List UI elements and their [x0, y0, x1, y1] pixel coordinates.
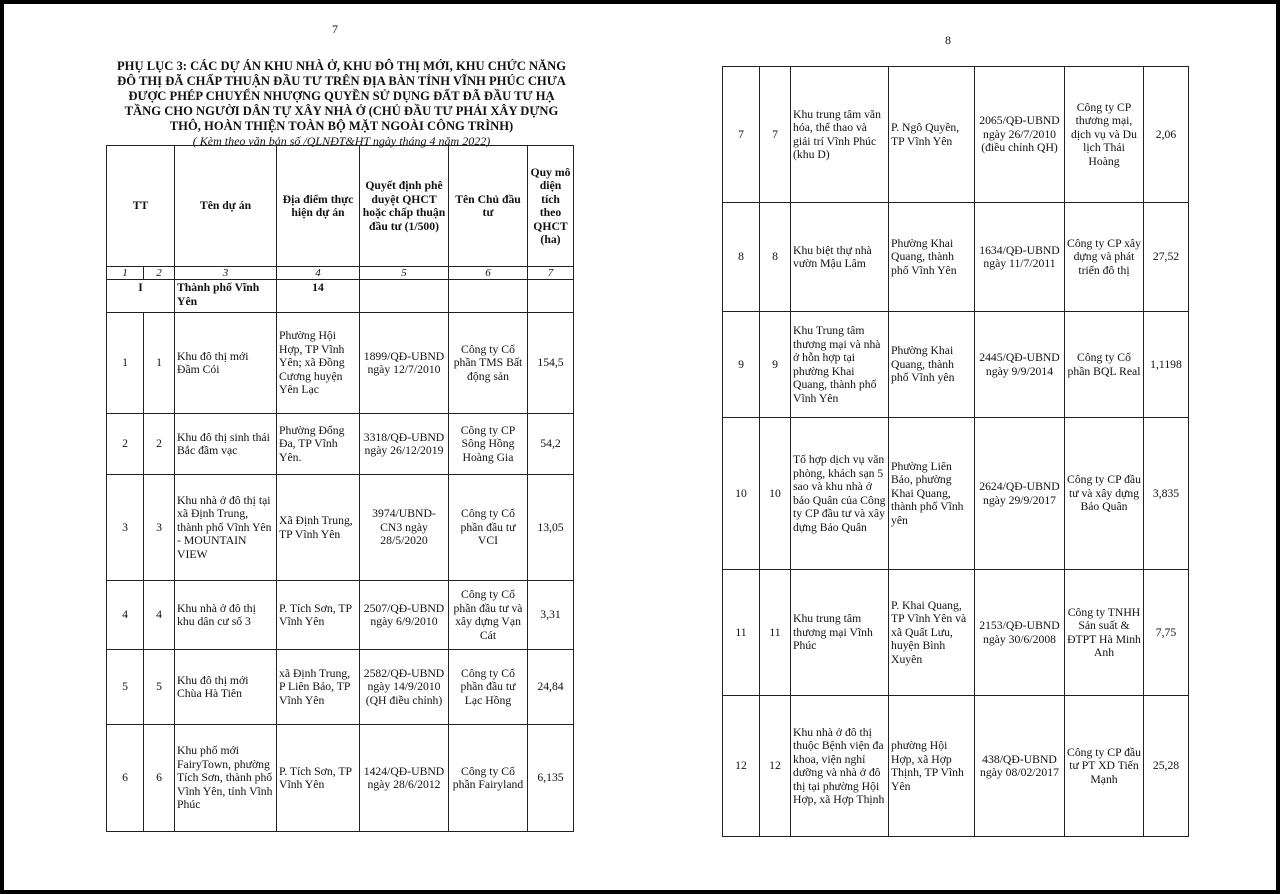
row-investor: Công ty Cổ phần đầu tư và xây dựng Vạn Cát: [449, 581, 528, 650]
col-index: 3: [175, 267, 277, 280]
row-tt: 4: [107, 581, 144, 650]
heading-line: THÔ, HOÀN THIỆN TOÀN BỘ MẶT NGOÀI CÔNG TRÌNH): [169, 119, 514, 133]
group-count: 14: [277, 280, 360, 313]
table-row: [107, 414, 574, 475]
row-tt: 2: [107, 414, 144, 475]
row-project-name: Khu nhà ở đô thị khu dân cư số 3: [175, 581, 277, 650]
row-tt: 1: [107, 313, 144, 414]
column-index-row: [107, 267, 574, 280]
row-tt: 9: [723, 312, 760, 418]
row-investor: Công ty Cổ phần BQL Real: [1065, 312, 1144, 418]
row-tt-sub: 12: [760, 696, 791, 837]
row-decision: 2445/QĐ-UBND ngày 9/9/2014: [975, 312, 1065, 418]
row-investor: Công ty Cổ phần Fairyland: [449, 725, 528, 832]
projects-table: [106, 145, 574, 832]
row-tt: 12: [723, 696, 760, 837]
row-project-name: Khu trung tâm thương mại Vĩnh Phúc: [791, 570, 889, 696]
header-location: Địa điểm thực hiện dự án: [277, 146, 360, 267]
page-number: 7: [332, 22, 338, 36]
row-area: 27,52: [1144, 203, 1189, 312]
group-row: [107, 280, 574, 313]
col-index: 1: [107, 267, 144, 280]
header-decision: Quyết định phê duyệt QHCT hoặc chấp thuận đầu tư (1/500): [360, 146, 449, 267]
row-tt-sub: 11: [760, 570, 791, 696]
table-row: [723, 67, 1189, 203]
row-area: 2,06: [1144, 67, 1189, 203]
row-tt-sub: 6: [144, 725, 175, 832]
appendix-heading: [104, 59, 579, 148]
row-decision: 1424/QĐ-UBND ngày 28/6/2012: [360, 725, 449, 832]
row-tt-sub: 3: [144, 475, 175, 581]
row-location: Phường Liên Bảo, phường Khai Quang, thành phố Vĩnh yên: [889, 418, 975, 570]
heading-line: ĐÔ THỊ ĐÃ CHẤP THUẬN ĐẦU TƯ TRÊN ĐỊA BÀN TỈNH VĨNH PHÚC CHƯA: [117, 74, 566, 88]
row-decision: 1634/QĐ-UBND ngày 11/7/2011: [975, 203, 1065, 312]
table-row: [107, 650, 574, 725]
group-name: Thành phố Vĩnh Yên: [175, 280, 277, 313]
row-area: 25,28: [1144, 696, 1189, 837]
row-area: 13,05: [528, 475, 574, 581]
row-location: P. Tích Sơn, TP Vĩnh Yên: [277, 581, 360, 650]
row-tt-sub: 1: [144, 313, 175, 414]
document-reference: ( Kèm theo văn bản số /QLNĐT&HT ngày tháng 4 năm 2022): [192, 134, 491, 148]
row-decision: 3318/QĐ-UBND ngày 26/12/2019: [360, 414, 449, 475]
col-index: 5: [360, 267, 449, 280]
row-investor: Công ty Cổ phần TMS Bất động sản: [449, 313, 528, 414]
col-index: 2: [144, 267, 175, 280]
row-area: 6,135: [528, 725, 574, 832]
projects-table-continued: [722, 66, 1189, 837]
row-area: 7,75: [1144, 570, 1189, 696]
table-row: [107, 725, 574, 832]
row-location: Phường Đống Đa, TP Vĩnh Yên.: [277, 414, 360, 475]
table-row: [723, 570, 1189, 696]
row-tt-sub: 10: [760, 418, 791, 570]
row-investor: Công ty TNHH Sản suất & ĐTPT Hà Minh Anh: [1065, 570, 1144, 696]
row-location: xã Định Trung, P Liên Bảo, TP Vĩnh Yên: [277, 650, 360, 725]
row-location: Xã Định Trung, TP Vĩnh Yên: [277, 475, 360, 581]
row-project-name: Tổ hợp dịch vụ văn phòng, khách sạn 5 sao và khu nhà ở bảo Quân của Công ty CP đầu tư và xây dựng Bảo Quân: [791, 418, 889, 570]
row-tt-sub: 5: [144, 650, 175, 725]
row-tt-sub: 9: [760, 312, 791, 418]
row-tt-sub: 2: [144, 414, 175, 475]
row-location: Phường Khai Quang, thành phố Vĩnh Yên: [889, 203, 975, 312]
table-row: [723, 696, 1189, 837]
table-row: [723, 312, 1189, 418]
row-tt: 3: [107, 475, 144, 581]
col-index: 6: [449, 267, 528, 280]
row-project-name: Khu trung tâm văn hóa, thể thao và giải trí Vĩnh Phúc (khu D): [791, 67, 889, 203]
row-decision: 2065/QĐ-UBND ngày 26/7/2010 (điều chỉnh QH): [975, 67, 1065, 203]
row-investor: Công ty Cổ phần đầu tư Lạc Hồng: [449, 650, 528, 725]
row-investor: Công ty CP xây dựng và phát triển đô thị: [1065, 203, 1144, 312]
row-investor: Công ty CP đầu tư PT XD Tiến Mạnh: [1065, 696, 1144, 837]
heading-line: ĐƯỢC PHÉP CHUYỂN NHƯỢNG QUYỀN SỬ DỤNG ĐẤT ĐÃ ĐẦU TƯ HẠ: [128, 89, 555, 103]
header-project-name: Tên dự án: [175, 146, 277, 267]
row-decision: 2507/QĐ-UBND ngày 6/9/2010: [360, 581, 449, 650]
row-investor: Công ty CP Sông Hồng Hoàng Gia: [449, 414, 528, 475]
heading-line: TẦNG CHO NGƯỜI DÂN TỰ XÂY NHÀ Ở (CHỦ ĐẦU TƯ PHẢI XÂY DỰNG: [124, 104, 559, 118]
row-decision: 2153/QĐ-UBND ngày 30/6/2008: [975, 570, 1065, 696]
row-project-name: Khu Trung tâm thương mại và nhà ở hỗn hợp tại phường Khai Quang, thành phố Vĩnh Yên: [791, 312, 889, 418]
row-area: 54,2: [528, 414, 574, 475]
row-decision: 2582/QĐ-UBND ngày 14/9/2010 (QH điều chỉnh): [360, 650, 449, 725]
row-decision: 3974/UBND-CN3 ngày 28/5/2020: [360, 475, 449, 581]
row-project-name: Khu đô thị mới Đầm Cói: [175, 313, 277, 414]
row-investor: Công ty CP thương mại, dịch vụ và Du lịch Thái Hoàng: [1065, 67, 1144, 203]
header-investor: Tên Chủ đầu tư: [449, 146, 528, 267]
header-area: Quy mô diện tích theo QHCT (ha): [528, 146, 574, 267]
table-row: [723, 418, 1189, 570]
row-location: P. Ngô Quyền, TP Vĩnh Yên: [889, 67, 975, 203]
row-tt-sub: 7: [760, 67, 791, 203]
row-tt-sub: 4: [144, 581, 175, 650]
heading-line: PHỤ LỤC 3: CÁC DỰ ÁN KHU NHÀ Ở, KHU ĐÔ THỊ MỚI, KHU CHỨC NĂNG: [116, 59, 567, 73]
row-project-name: Khu phố mới FairyTown, phường Tích Sơn, thành phố Vĩnh Yên, tỉnh Vĩnh Phúc: [175, 725, 277, 832]
left-page: [4, 4, 634, 890]
row-location: phường Hội Hợp, xã Hợp Thịnh, TP Vĩnh Yên: [889, 696, 975, 837]
table-row: [107, 313, 574, 414]
row-area: 3,31: [528, 581, 574, 650]
row-area: 3,835: [1144, 418, 1189, 570]
row-investor: Công ty CP đầu tư và xây dựng Bảo Quân: [1065, 418, 1144, 570]
row-decision: 438/QĐ-UBND ngày 08/02/2017: [975, 696, 1065, 837]
row-tt: 6: [107, 725, 144, 832]
row-project-name: Khu biệt thự nhà vườn Mậu Lâm: [791, 203, 889, 312]
row-tt: 7: [723, 67, 760, 203]
row-location: P. Khai Quang, TP Vĩnh Yên và xã Quất Lưu, huyện Bình Xuyên: [889, 570, 975, 696]
row-location: Phường Khai Quang, thành phố Vĩnh yên: [889, 312, 975, 418]
col-index: 7: [528, 267, 574, 280]
row-project-name: Khu nhà ở đô thị tại xã Định Trung, thành phố Vĩnh Yên - MOUNTAIN VIEW: [175, 475, 277, 581]
row-investor: Công ty Cổ phần đầu tư VCI: [449, 475, 528, 581]
row-tt: 10: [723, 418, 760, 570]
header-tt: TT: [107, 146, 175, 267]
group-number: I: [107, 280, 175, 313]
row-area: 154,5: [528, 313, 574, 414]
page-number: 8: [945, 33, 951, 47]
row-project-name: Khu đô thị sinh thái Bắc đầm vạc: [175, 414, 277, 475]
row-tt: 5: [107, 650, 144, 725]
table-row: [107, 475, 574, 581]
row-decision: 2624/QĐ-UBND ngày 29/9/2017: [975, 418, 1065, 570]
row-tt-sub: 8: [760, 203, 791, 312]
table-row: [723, 203, 1189, 312]
row-location: P. Tích Sơn, TP Vĩnh Yên: [277, 725, 360, 832]
row-project-name: Khu đô thị mới Chùa Hà Tiên: [175, 650, 277, 725]
row-decision: 1899/QĐ-UBND ngày 12/7/2010: [360, 313, 449, 414]
row-tt: 11: [723, 570, 760, 696]
table-row: [107, 581, 574, 650]
row-tt: 8: [723, 203, 760, 312]
col-index: 4: [277, 267, 360, 280]
row-location: Phường Hội Hợp, TP Vĩnh Yên; xã Đồng Cương huyện Yên Lạc: [277, 313, 360, 414]
table-header-row: [107, 146, 574, 267]
row-area: 24,84: [528, 650, 574, 725]
row-project-name: Khu nhà ở đô thị thuộc Bệnh viện đa khoa, viện nghỉ dưỡng và nhà ở đô thị tại phường Hội Hợp, xã Hợp Thịnh: [791, 696, 889, 837]
right-page: [634, 4, 1276, 890]
row-area: 1,1198: [1144, 312, 1189, 418]
